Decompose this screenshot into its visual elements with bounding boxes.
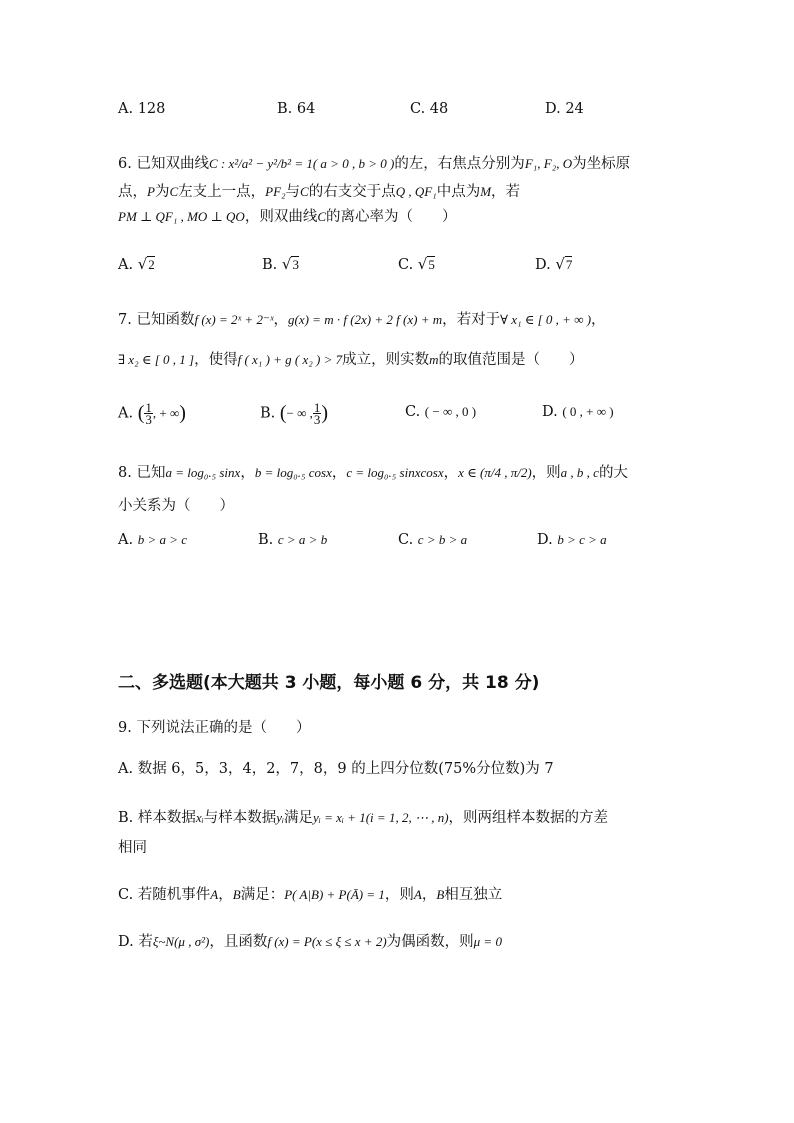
q7-line-2 [118, 348, 584, 369]
radicand: 7 [565, 257, 573, 272]
q6-text: 左支上一点， [178, 184, 266, 200]
q7-line-1 [118, 308, 606, 329]
sqrt-icon: √3 [281, 255, 299, 273]
option-letter: A. [118, 405, 134, 422]
interval: ( − ∞ , 0 ) [424, 404, 477, 419]
q6-text: 的右支交于点 [308, 184, 396, 200]
numerator: 1 [145, 400, 152, 415]
q5-option-b: B. 64 [277, 101, 316, 117]
option-letter: D. [542, 404, 558, 420]
q9-text: ，且函数 [209, 934, 268, 950]
radicand: 5 [428, 257, 435, 272]
q6-q-qf1: Q , QF₁ [395, 184, 437, 199]
q8-option-d-value: b > c > a [557, 532, 607, 547]
q9-event-b: B [232, 887, 241, 902]
left-paren: ( [137, 402, 145, 424]
q8-line-2: 小关系为（ ） [118, 498, 234, 514]
q9-function: f (x) = P(x ≤ ξ ≤ x + 2) [267, 934, 387, 949]
q7-text: 的取值范围是（ ） [438, 352, 584, 368]
q6-text: 中点为 [436, 184, 481, 200]
q8-option-a-value: b > a > c [137, 532, 188, 547]
q7-option-d [542, 404, 614, 420]
q7-var-m: m [429, 352, 439, 367]
q9-text: 与样本数据 [203, 810, 277, 826]
q8-stem-text: 8. 已知 [118, 465, 166, 481]
q7-exists-condition: ∃ x₂ ∈ [ 0 , 1 ] [118, 352, 195, 367]
q9-text: ，则两组样本数据的方差 [448, 810, 609, 826]
q5-option-c: C. 48 [410, 101, 449, 117]
q6-text: 点， [118, 184, 147, 200]
q7-function-g: g(x) = m · f (2x) + 2 f (x) + m [288, 312, 443, 327]
q7-text: ，使得 [194, 352, 238, 368]
option-letter: C. [398, 532, 414, 548]
q6-curve-c: C [317, 209, 326, 224]
option-letter: C. [398, 257, 414, 273]
q8-text: ，则 [531, 465, 561, 481]
right-paren: ) [321, 402, 329, 424]
q9-option-c [118, 883, 502, 904]
fraction [144, 402, 153, 425]
q9-option-a: A. 数据 6，5，3，4，2，7，8，9 的上四分位数(75%分位数)为 7 [118, 761, 554, 777]
option-letter: D. [537, 532, 553, 548]
q6-curve-c: C [169, 184, 179, 199]
q8-text: ， [240, 465, 255, 481]
q9-option-b-line-2: 相同 [118, 840, 147, 856]
option-letter: C. [405, 404, 421, 420]
sqrt-icon: √7 [555, 255, 573, 273]
denominator: 3 [313, 412, 321, 427]
q5-option-a: A. 128 [118, 101, 166, 117]
q7-text: ， [591, 312, 606, 328]
q6-hyperbola-equation: C : x²/a² − y²/b² = 1( a > 0 , b > 0 ) [208, 156, 395, 171]
q8-x-range: x ∈ (π/4 , π/2) [458, 465, 532, 480]
q8-text: 的大 [598, 465, 628, 481]
q6-curve-c: C [300, 184, 309, 199]
q9-text: C. 若随机事件 [118, 887, 211, 903]
q9-b-equation: yᵢ = xᵢ + 1(i = 1, 2, ⋯ , n) [313, 810, 449, 825]
denominator: 3 [145, 412, 152, 427]
q7-stem-text: 7. 已知函数 [118, 312, 195, 328]
q9-text: ， [421, 887, 437, 903]
q9-xi: xᵢ [195, 810, 204, 825]
option-letter: A. [118, 532, 134, 548]
q7-option-c [405, 404, 476, 420]
q8-option-b [258, 532, 327, 548]
q8-c-def: c = log₀.₅ sinxcosx [346, 465, 444, 480]
q9-yi: yᵢ [276, 810, 285, 825]
q9-text: ， [218, 887, 233, 903]
q8-option-d [537, 532, 607, 548]
q6-pf2: PF₂ [265, 184, 286, 199]
q7-option-b [260, 402, 328, 425]
q6-line-2 [118, 180, 520, 201]
option-letter: B. [262, 257, 278, 273]
q6-text: ，若 [491, 184, 521, 200]
left-paren: ( [279, 402, 287, 424]
q9-event-a: A [413, 887, 422, 902]
option-letter: D. [535, 257, 551, 273]
interval: ( 0 , + ∞ ) [562, 404, 614, 419]
q8-option-a [118, 532, 187, 548]
q8-option-b-value: c > a > b [277, 532, 328, 547]
sqrt-icon: √2 [137, 255, 155, 273]
q6-line-1 [118, 152, 630, 173]
q9-text: 为偶函数，则 [386, 934, 474, 950]
section-heading: 二、多选题(本大题共 3 小题，每小题 6 分，共 18 分) [118, 673, 540, 693]
q6-stem-text: 为坐标原 [572, 156, 631, 172]
q6-stem-text: 的左，右焦点分别为 [394, 156, 525, 172]
q7-option-a [118, 402, 186, 425]
q9-event-a: A [210, 887, 219, 902]
q9-text: 满足 [284, 810, 314, 826]
q8-text: ， [331, 465, 347, 481]
q6-point-p: P [147, 184, 155, 199]
q9-option-b [118, 806, 608, 827]
q6-option-c [398, 255, 435, 273]
q9-text: 满足： [240, 887, 285, 903]
q8-option-c-value: c > b > a [417, 532, 468, 547]
q9-mu: μ = 0 [473, 934, 502, 949]
q9-text: ，则 [384, 887, 414, 903]
q6-option-d [535, 255, 572, 273]
q6-text: ，则双曲线 [244, 209, 318, 225]
q6-option-a [118, 255, 155, 273]
q7-inequality: f ( x₁ ) + g ( x₂ ) > 7 [237, 352, 343, 367]
q9-stem: 9. 下列说法正确的是（ ） [118, 720, 311, 736]
q8-b-def: b = log₀.₅ cosx [254, 465, 332, 480]
q7-text: ， [273, 312, 288, 328]
q6-text: 与 [285, 184, 301, 200]
option-letter: A. [118, 257, 134, 273]
q6-foci: F₁, F₂, O [524, 156, 573, 171]
option-letter: B. [258, 532, 274, 548]
q7-text: ，若对于 [442, 312, 501, 328]
q7-forall-condition: ∀ x₁ ∈ [ 0 , + ∞ ) [500, 312, 592, 327]
q6-stem-text: 6. 已知双曲线 [118, 156, 209, 172]
q5-option-d: D. 24 [545, 101, 584, 117]
q8-text: ， [443, 465, 459, 481]
interval-end: , + ∞ [152, 405, 180, 421]
q8-abc: a , b , c [560, 465, 599, 480]
radicand: 3 [292, 257, 299, 272]
q9-distribution: ξ~N(μ , σ²) [152, 934, 210, 949]
q9-text: D. 若 [118, 934, 153, 950]
q9-text: 相互独立 [444, 887, 503, 903]
option-letter: B. [260, 405, 276, 422]
q8-line-1 [118, 461, 628, 482]
interval-start: − ∞ , [286, 405, 313, 421]
q6-line-3 [118, 205, 457, 226]
q6-point-m: M [480, 184, 492, 199]
q7-text: 成立，则实数 [342, 352, 430, 368]
right-paren: ) [179, 402, 186, 424]
q6-option-b [262, 255, 299, 273]
q7-function-f: f (x) = 2ˣ + 2⁻ˣ [194, 312, 274, 327]
q6-condition: PM ⊥ QF₁ , MO ⊥ QO [118, 209, 245, 224]
q8-option-c [398, 532, 467, 548]
sqrt-icon: √5 [417, 255, 435, 273]
q9-event-b: B [436, 887, 445, 902]
q8-a-def: a = log₀.₅ sinx [165, 465, 241, 480]
numerator: 1 [313, 400, 321, 415]
radicand: 2 [148, 257, 155, 272]
q6-text: 的离心率为（ ） [326, 209, 457, 225]
q9-text: B. 样本数据 [118, 810, 196, 826]
q6-text: 为 [154, 184, 170, 200]
q9-option-d [118, 930, 502, 951]
q9-c-equation: P( A|B) + P(Ā) = 1 [284, 887, 385, 902]
